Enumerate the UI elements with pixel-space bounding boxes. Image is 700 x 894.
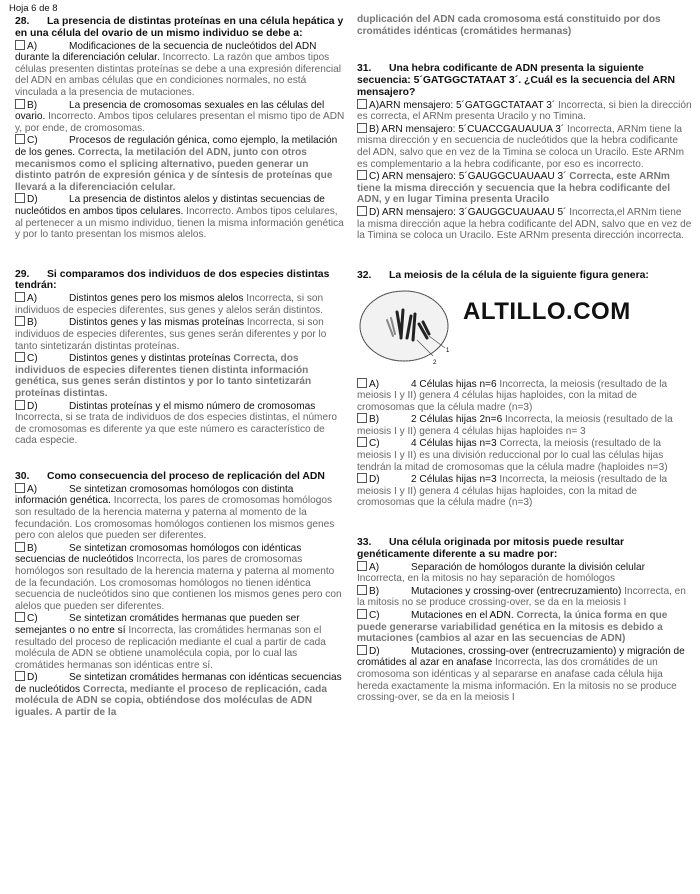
question-32-title: 32. La meiosis de la célula de la siguiente figura genera:: [357, 269, 649, 281]
checkbox[interactable]: [357, 99, 367, 109]
checkbox[interactable]: [15, 542, 25, 552]
figure-label-1: 1: [446, 347, 450, 354]
option-33-d[interactable]: D) Mutaciones, crossing-over (entrecruzamiento) y migración de cromátides al azar en anafase Incorrecta, las dos cromátides de un cromosoma son idénticas y al separarse en anafase cada célula hija hereda exactamente la misma información. En la mitosis no se produce crossing-over, se da en la meiosis I: [357, 645, 685, 704]
checkbox[interactable]: [357, 645, 367, 655]
option-28-a[interactable]: A) Modificaciones de la secuencia de nucleótidos del ADN durante la diferenciación celular. Incorrecto. La razón que ambos tipos células presenten distintas proteínas se debe a una expresión diferencial del ADN en ambas células que en condiciones normales, no está vinculada a la presencia de mutaciones.: [15, 40, 342, 98]
question-29: [15, 269, 345, 447]
question-29-title: 29. Si comparamos dos individuos de dos especies distintas tendrán:: [15, 268, 330, 292]
cell-diagram: [357, 286, 457, 374]
option-31-a[interactable]: A)ARN mensajero: 5´GATGGCTATAAT 3´ Incorrecta, si bien la dirección es correcta, el ARNm presenta Uracilo y no Timina.: [357, 99, 692, 123]
meiosis-figure: [357, 286, 692, 374]
question-28: [15, 16, 345, 241]
checkbox[interactable]: [357, 561, 367, 571]
checkbox[interactable]: [15, 400, 25, 410]
option-32-b[interactable]: B) 2 Células hijas 2n=6 Incorrecta, la meiosis (resultado de la meiosis I y II) genera 4 células hijas haploides n= 3: [357, 414, 673, 437]
question-33: [357, 537, 692, 704]
checkbox[interactable]: [15, 40, 25, 50]
question-30-continuation: duplicación del ADN cada cromosoma está constituido por dos cromátides idénticas (cromátides hermanas): [357, 14, 661, 37]
figure-label-2: 2: [433, 359, 437, 366]
option-33-c[interactable]: C) Mutaciones en el ADN. Correcta, la única forma en que puede generarse variabilidad genética en la mitosis es debido a mutaciones (cambios al azar en las secuencias de ADN): [357, 610, 668, 645]
option-29-c[interactable]: C) Distintos genes y distintas proteínas Correcta, dos individuos de especies diferentes tienen distinta información genética, sus genes serán distintos y por lo tanto sintetizarán proteínas distintas.: [15, 353, 312, 400]
option-28-c[interactable]: C) Procesos de regulación génica, como ejemplo, la metilación de los genes. Correcta, la metilación del ADN, junto con otros mecanismos como el splicing alternativo, pueden generar un distinto patrón de expresión génica y de síntesis de proteínas que llevará a la diferenciación celular.: [15, 135, 338, 193]
option-28-d[interactable]: D) La presencia de distintos alelos y distintas secuencias de nucleótidos en ambos tipos celulares. Incorrecto. Ambos tipos celulares, al pertenecer a un mismo individuo, tienen la misma información genética y por lo tanto presentan los mismos alelos.: [15, 194, 344, 241]
page-label: Hoja 6 de 8: [9, 3, 58, 14]
question-30: [15, 471, 345, 719]
left-column: [15, 16, 345, 719]
option-30-b[interactable]: B) Se sintetizan cromosomas homólogos con idénticas secuencias de nucleótidos Incorrecta, los pares de cromosomas homólogos son resultado de la herencia materna y paterna al momento de la fecundación. Los cromosomas homólogos no tienen idéntica secuencia de nucleótidos sino que contienen los mismos genes pero con alelos que pueden ser diferentes.: [15, 542, 342, 612]
option-29-d[interactable]: D) Distintas proteínas y el mismo número de cromosomas Incorrecta, si se trata de individuos de dos especies distintas, el número de cromosomas es diferente ya que este número es característico de cada especie.: [15, 400, 338, 447]
option-31-c[interactable]: C) ARN mensajero: 5´GAUGGCUAUAAU 3´ Correcta, este ARNm tiene la misma dirección y secuencia que la hebra codificante del ADN, y en lugar Timina presenta Uracilo: [357, 171, 671, 206]
option-33-b[interactable]: B) Mutaciones y crossing-over (entrecruzamiento) Incorrecta, en la mitosis no se produce crossing-over, se da en la meiosis I: [357, 585, 686, 609]
checkbox[interactable]: [357, 437, 367, 447]
checkbox[interactable]: [15, 612, 25, 622]
option-32-c[interactable]: C) 4 Células hijas n=3 Correcta, la meiosis (resultado de la meiosis I y II) es una división reduccional por lo cual las células hijas tendrán la mitad de cromosomas que la célula madre (haploides n=3): [357, 438, 668, 473]
option-32-a[interactable]: A) 4 Células hijas n=6 Incorrecta, la meiosis (resultado de la meiosis I y II) genera 4 células hijas haploides, con la mitad de cromosomas que la célula madre (n=3): [357, 378, 668, 413]
question-32: [357, 270, 692, 509]
option-30-c[interactable]: C) Se sintetizan cromátides hermanas que pueden ser semejantes o no entre sí Incorrecta, las cromátides hermanas son el resultado del proceso de replicación mediante el cual a partir de cada molécula de ADN se obtiene unamolécula copia, por lo cual las cromátides hermanas son idénticas entre sí.: [15, 613, 326, 671]
checkbox[interactable]: [15, 193, 25, 203]
question-31-title: 31. Una hebra codificante de ADN presenta la siguiente secuencia: 5´GATGGCTATAAT 3´. ¿Cuál es la secuencia del ARN mensajero?: [357, 63, 675, 98]
option-28-b[interactable]: B) La presencia de cromosomas sexuales en las células del ovario. Incorrecto. Ambos tipos celulares presentan el mismo tipo de ADN y, por ende, de cromosomas.: [15, 99, 345, 134]
checkbox[interactable]: [357, 123, 367, 133]
checkbox[interactable]: [15, 483, 25, 493]
checkbox[interactable]: [357, 413, 367, 423]
checkbox[interactable]: [15, 671, 25, 681]
right-column: [357, 14, 692, 704]
question-30-title: 30. Como consecuencia del proceso de replicación del ADN: [15, 471, 325, 482]
checkbox[interactable]: [357, 378, 367, 388]
checkbox[interactable]: [357, 170, 367, 180]
option-32-d[interactable]: D) 2 Células hijas n=3 Incorrecta, la meiosis (resultado de la meiosis I y II) genera 4 células hijas haploides, con la mitad de cromosomas que la célula madre (n=3): [357, 474, 668, 509]
checkbox[interactable]: [15, 316, 25, 326]
option-29-b[interactable]: B) Distintos genes y las mismas proteínas Incorrecta, si son individuos de especies diferentes, sus genes serán diferentes y por lo tanto sintetizarán distintas proteínas.: [15, 317, 327, 352]
checkbox[interactable]: [357, 473, 367, 483]
question-31: [357, 63, 692, 242]
question-33-title: 33. Una célula originada por mitosis puede resultar genéticamente diferente a su madre por:: [357, 537, 625, 560]
option-31-b[interactable]: B) ARN mensajero: 5´CUACCGAUAUUA 3´ Incorrecta, ARNm tiene la misma dirección y en secuencia de nucleótidos que la hebra codificante del ADN, salvo que en vez de la Timina se coloca un Uracilo. Este ARNm es complementario a la hebra codificante, por eso es incorrecto.: [357, 123, 685, 170]
checkbox[interactable]: [15, 134, 25, 144]
checkbox[interactable]: [357, 609, 367, 619]
option-31-d[interactable]: D) ARN mensajero: 3´GAUGGCUAUAAU 5´ Incorrecta,el ARNm tiene la misma dirección aque la hebra codificante del ADN, salvo que en vez de la Timina se coloca un Uracilo. Este ARNm presenta dirección incorrecta.: [357, 206, 692, 242]
checkbox[interactable]: [15, 99, 25, 109]
altillo-logo: ALTILLO.COM: [463, 297, 631, 325]
checkbox[interactable]: [15, 292, 25, 302]
checkbox[interactable]: [357, 206, 367, 216]
option-30-d[interactable]: D) Se sintetizan cromátides hermanas con idénticas secuencias de nucleótidos Correcta, mediante el proceso de replicación, cada molécula de ADN se copia, obtiéndose dos moléculas de ADN iguales. A partir de la: [15, 672, 342, 719]
checkbox[interactable]: [15, 352, 25, 362]
option-30-a[interactable]: A) Se sintetizan cromosomas homólogos con distinta información genética. Incorrecta, los pares de cromosomas homólogos son resultado de la herencia materna y paterna al momento de la fecundación. Los cromosomas homólogos contienen los mismos genes pero con alelos que pueden ser diferentes.: [15, 483, 335, 542]
option-29-a[interactable]: A) Distintos genes pero los mismos alelos Incorrecta, si son individuos de especies diferentes, sus genes y alelos serán distintos.: [15, 293, 324, 316]
option-33-a[interactable]: A) Separación de homólogos durante la división celular Incorrecta, en la mitosis no hay separación de homólogos: [357, 561, 645, 585]
checkbox[interactable]: [357, 585, 367, 595]
question-28-title: 28. La presencia de distintas proteínas en una célula hepática y en una célula del ovario de un mismo individuo se debe a:: [15, 16, 344, 39]
